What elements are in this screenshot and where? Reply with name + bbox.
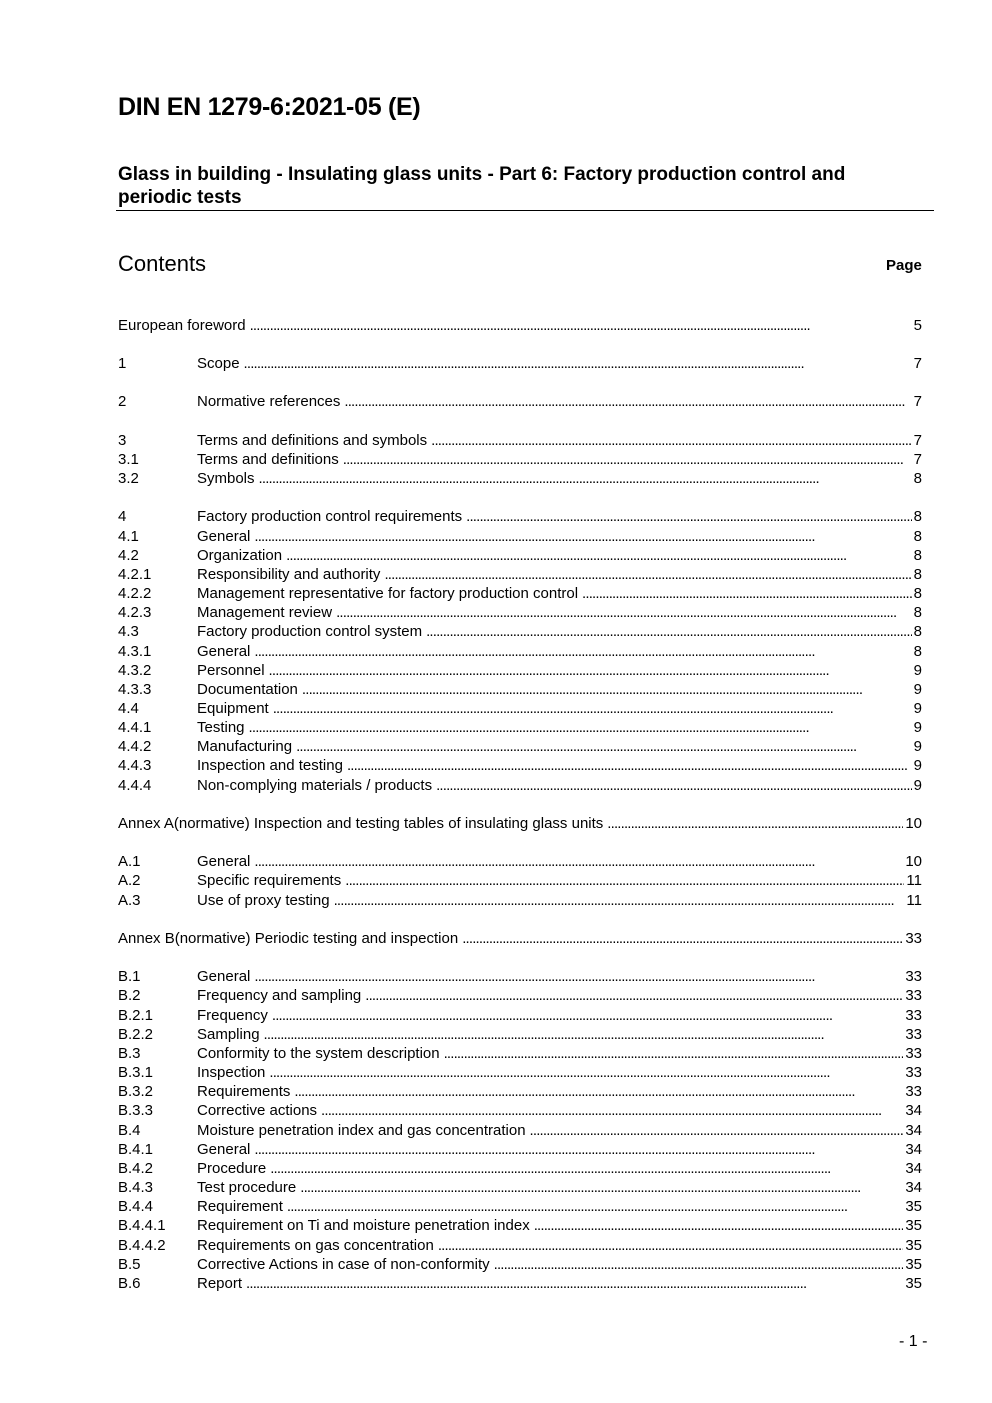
toc-entry-number: B.4.4.1 [118,1217,166,1234]
toc-entry[interactable] [118,986,922,1005]
toc-dot-leader [254,527,911,546]
toc-entry-page: 35 [905,1275,922,1292]
toc-entry-title: Annex A(normative) Inspection and testing tables of insulating glass units [118,814,607,833]
toc-entry-page: 33 [905,987,922,1004]
toc-entry-title: Corrective Actions in case of non-conformity [197,1255,494,1274]
toc-dot-leader [254,642,911,661]
toc-entry-number: B.4.4.2 [118,1237,166,1254]
toc-entry-title: Requirement [197,1197,287,1216]
toc-dot-leader [343,450,912,469]
toc-entry-number: B.4.3 [118,1179,154,1196]
toc-entry-title: Test procedure [197,1178,300,1197]
toc-entry-title: Factory production control system [197,622,426,641]
toc-entry-number: 4.2.3 [118,604,152,621]
toc-entry[interactable] [118,718,922,737]
toc-dot-leader [494,1255,904,1274]
toc-dot-leader [254,852,903,871]
document-id: DIN EN 1279-6:2021-05 (E) [118,93,421,121]
toc-dot-leader [249,718,912,737]
toc-entry-page: 8 [913,528,922,545]
toc-entry-page: 11 [906,892,922,909]
toc-entry-title: Factory production control requirements [197,507,466,526]
toc-entry-number: 4 [118,508,127,525]
toc-entry[interactable] [118,527,922,546]
toc-entry[interactable] [118,354,922,373]
toc-dot-leader [300,1178,903,1197]
toc-dot-leader [607,814,903,833]
toc-entry-title: Scope [197,354,244,373]
toc-entry[interactable] [118,1063,922,1082]
toc-entry-title: Testing [197,718,249,737]
toc-entry-number: A.1 [118,853,141,870]
toc-entry[interactable] [118,1216,922,1235]
toc-dot-leader [436,776,912,795]
toc-entry-page: 10 [905,815,922,832]
toc-entry-page: 8 [913,643,922,660]
toc-entry-title: Annex B(normative) Periodic testing and inspection [118,929,462,948]
toc-entry[interactable] [118,584,922,603]
toc-entry-number: B.1 [118,968,141,985]
toc-entry-page: 33 [905,930,922,947]
document-title: Glass in building - Insulating glass units - Part 6: Factory production control and periodic tests [118,164,846,208]
toc-entry-number: 4.4.4 [118,777,152,794]
toc-entry-page: 8 [913,470,922,487]
toc-entry-number: B.3 [118,1045,141,1062]
toc-dot-leader [294,1082,903,1101]
toc-entry-number: 4.3.3 [118,681,152,698]
toc-entry-number: 4.4.1 [118,719,152,736]
toc-dot-leader [384,565,911,584]
toc-entry-page: 8 [913,566,922,583]
toc-entry-number: 3.2 [118,470,139,487]
toc-dot-leader [246,1274,903,1293]
toc-entry[interactable] [118,776,922,795]
toc-entry-page: 8 [913,604,922,621]
toc-entry-title: Requirements [197,1082,294,1101]
toc-dot-leader [250,316,912,335]
toc-entry-page: 34 [905,1141,922,1158]
toc-entry-title: Normative references [197,392,344,411]
toc-entry-title: Inspection [197,1063,269,1082]
toc-entry-number: 4.4.2 [118,738,152,755]
toc-entry[interactable] [118,1121,922,1140]
toc-entry[interactable] [118,1140,922,1159]
toc-entry-page: 33 [905,1045,922,1062]
toc-dot-leader [444,1044,904,1063]
toc-entry[interactable] [118,680,922,699]
toc-entry-page: 35 [905,1237,922,1254]
toc-entry-title: Procedure [197,1159,270,1178]
toc-entry-number: A.2 [118,872,141,889]
toc-dot-leader [254,967,903,986]
toc-entry-title: Requirements on gas concentration [197,1236,438,1255]
toc-entry-title: Report [197,1274,246,1293]
toc-entry-page: 35 [905,1198,922,1215]
toc-entry[interactable] [118,661,922,680]
toc-entry-number: 4.2 [118,547,139,564]
toc-entry-page: 9 [913,662,922,679]
toc-entry-number: A.3 [118,892,141,909]
toc-entry[interactable] [118,603,922,622]
toc-entry-title: Use of proxy testing [197,891,334,910]
toc-entry-number: B.4.4 [118,1198,154,1215]
toc-entry-title: Terms and definitions [197,450,343,469]
toc-dot-leader [254,1140,903,1159]
toc-entry-number: 2 [118,393,127,410]
toc-entry-number: B.4.1 [118,1141,154,1158]
toc-entry-page: 8 [913,508,922,525]
toc-entry-page: 5 [913,317,922,334]
toc-entry-title: Symbols [197,469,259,488]
toc-entry-title: Terms and definitions and symbols [197,431,431,450]
toc-entry-title: General [197,642,254,661]
toc-entry-page: 35 [905,1217,922,1234]
toc-entry-title: Non-complying materials / products [197,776,436,795]
toc-entry[interactable] [118,1159,922,1178]
toc-entry[interactable] [118,316,922,335]
toc-entry-number: B.3.2 [118,1083,154,1100]
toc-entry-number: 4.3.2 [118,662,152,679]
toc-dot-leader [438,1236,904,1255]
toc-entry[interactable] [118,1236,922,1255]
toc-dot-leader [302,680,912,699]
toc-entry[interactable] [118,622,922,641]
toc-dot-leader [347,756,912,775]
toc-entry-number: B.2.1 [118,1007,154,1024]
toc-entry[interactable] [118,1006,922,1025]
toc-entry-title: Personnel [197,661,269,680]
toc-entry-title: Equipment [197,699,273,718]
toc-entry-page: 7 [913,355,922,372]
toc-entry-page: 9 [913,738,922,755]
toc-entry-title: Documentation [197,680,302,699]
toc-entry-number: 4.2.1 [118,566,152,583]
toc-entry[interactable] [118,431,922,450]
toc-entry-title: Frequency [197,1006,272,1025]
toc-entry-page: 9 [913,700,922,717]
toc-entry-title: Management review [197,603,336,622]
toc-dot-leader [296,737,912,756]
toc-entry-page: 34 [905,1179,922,1196]
toc-entry-title: General [197,852,254,871]
toc-entry-title: Manufacturing [197,737,296,756]
toc-entry-title: General [197,527,254,546]
toc-entry-page: 34 [905,1122,922,1139]
toc-entry[interactable] [118,1255,922,1274]
toc-dot-leader [344,392,911,411]
toc-entry[interactable] [118,450,922,469]
toc-entry-page: 9 [913,719,922,736]
toc-entry[interactable] [118,1025,922,1044]
toc-entry-page: 7 [913,451,922,468]
toc-entry-number: B.3.1 [118,1064,154,1081]
toc-dot-leader [244,354,912,373]
toc-entry-number: B.4 [118,1122,141,1139]
toc-entry-page: 34 [905,1160,922,1177]
toc-entry[interactable] [118,469,922,488]
toc-entry-page: 11 [906,872,922,889]
toc-entry-page: 9 [913,757,922,774]
toc-entry[interactable] [118,1178,922,1197]
toc-entry-title: Specific requirements [197,871,345,890]
toc-dot-leader [286,546,912,565]
toc-entry-page: 33 [905,1083,922,1100]
toc-entry[interactable] [118,1044,922,1063]
toc-entry-title: Conformity to the system description [197,1044,444,1063]
toc-dot-leader [270,1159,903,1178]
toc-entry-page: 35 [905,1256,922,1273]
toc-entry-number: B.2.2 [118,1026,154,1043]
toc-dot-leader [269,661,912,680]
toc-entry-page: 9 [913,681,922,698]
toc-entry-title: European foreword [118,316,250,335]
toc-entry[interactable] [118,642,922,661]
toc-entry-page: 33 [905,968,922,985]
toc-dot-leader [345,871,904,890]
toc-entry[interactable] [118,852,922,871]
toc-entry-number: B.3.3 [118,1102,154,1119]
toc-entry-page: 33 [905,1064,922,1081]
toc-entry[interactable] [118,1274,922,1293]
toc-dot-leader [466,507,912,526]
toc-entry-page: 34 [905,1102,922,1119]
toc-dot-leader [365,986,903,1005]
toc-dot-leader [534,1216,904,1235]
toc-entry-number: B.2 [118,987,141,1004]
toc-dot-leader [264,1025,904,1044]
toc-entry[interactable] [118,507,922,526]
toc-entry[interactable] [118,929,922,948]
contents-heading: Contents [118,251,207,276]
toc-entry-title: General [197,967,254,986]
toc-entry-number: 4.3.1 [118,643,152,660]
toc-entry-number: 4.4 [118,700,139,717]
toc-entry-title: Responsibility and authority [197,565,384,584]
toc-entry[interactable] [118,756,922,775]
toc-dot-leader [269,1063,903,1082]
toc-entry-title: General [197,1140,254,1159]
toc-dot-leader [321,1101,903,1120]
toc-entry[interactable] [118,891,922,910]
toc-entry-title: Frequency and sampling [197,986,365,1005]
toc-dot-leader [287,1197,903,1216]
toc-entry-title: Moisture penetration index and gas concentration [197,1121,530,1140]
toc-entry[interactable] [118,392,922,411]
toc-entry-title: Sampling [197,1025,264,1044]
toc-entry-number: 4.1 [118,528,139,545]
toc-entry-title: Organization [197,546,286,565]
toc-entry-page: 8 [913,585,922,602]
toc-entry-number: B.6 [118,1275,141,1292]
toc-entry-page: 9 [913,777,922,794]
toc-entry-page: 33 [905,1026,922,1043]
title-divider [116,210,934,211]
toc-entry[interactable] [118,737,922,756]
toc-entry[interactable] [118,814,922,833]
toc-entry[interactable] [118,1197,922,1216]
toc-entry[interactable] [118,1101,922,1120]
toc-entry[interactable] [118,565,922,584]
page-number-footer: - 1 - [899,1333,928,1350]
toc-entry-page: 33 [905,1007,922,1024]
toc-entry-number: 3.1 [118,451,139,468]
toc-entry-title: Requirement on Ti and moisture penetration index [197,1216,534,1235]
toc-entry[interactable] [118,967,922,986]
toc-entry-number: 4.2.2 [118,585,152,602]
toc-entry[interactable] [118,699,922,718]
toc-entry-page: 7 [913,393,922,410]
toc-dot-leader [272,1006,903,1025]
toc-dot-leader [273,699,912,718]
toc-entry-page: 8 [913,623,922,640]
toc-dot-leader [426,622,912,641]
toc-entry-title: Inspection and testing [197,756,347,775]
page-column-heading: Page [886,257,922,274]
toc-entry-number: 4.3 [118,623,139,640]
toc-entry[interactable] [118,546,922,565]
toc-dot-leader [530,1121,904,1140]
toc-dot-leader [336,603,912,622]
toc-entry-page: 8 [913,547,922,564]
toc-entry-page: 10 [905,853,922,870]
toc-entry-number: 3 [118,432,127,449]
toc-entry[interactable] [118,871,922,890]
toc-dot-leader [334,891,905,910]
toc-dot-leader [462,929,903,948]
toc-entry-page: 7 [913,432,922,449]
toc-entry-title: Corrective actions [197,1101,321,1120]
toc-entry-number: 1 [118,355,127,372]
toc-entry-title: Management representative for factory production control [197,584,582,603]
toc-dot-leader [431,431,912,450]
toc-dot-leader [582,584,912,603]
toc-entry-number: 4.4.3 [118,757,152,774]
toc-entry-number: B.4.2 [118,1160,154,1177]
toc-dot-leader [259,469,912,488]
toc-entry-number: B.5 [118,1256,141,1273]
toc-entry[interactable] [118,1082,922,1101]
